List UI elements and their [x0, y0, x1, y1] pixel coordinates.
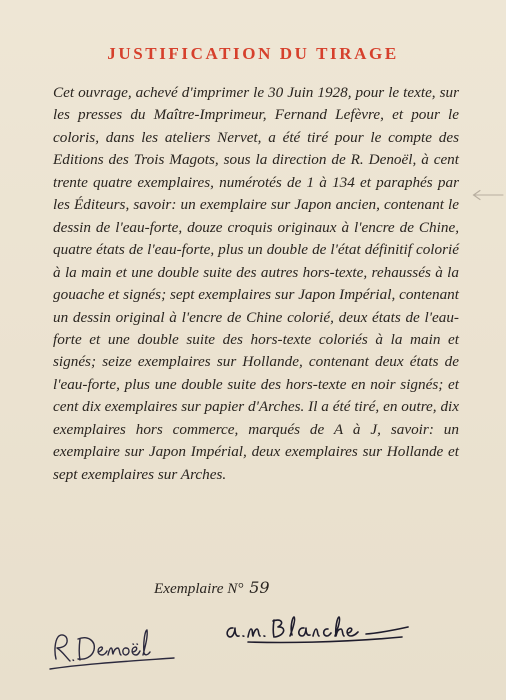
page-title: JUSTIFICATION DU TIRAGE	[107, 44, 399, 63]
blanche-signature	[218, 612, 418, 654]
exemplaire-handwritten-number: 59	[249, 578, 270, 597]
denoel-signature	[42, 615, 182, 673]
exemplaire-label: Exemplaire N°	[154, 580, 244, 597]
exemplaire-number-line	[154, 578, 270, 598]
justification-paragraph: Cet ouvrage, achevé d'imprimer le 30 Juin 1928, pour le texte, sur les presses du Maître-Imprimeur, Fernand Lefèvre, et pour le coloris, dans les ateliers Nervet, a été tiré pour le compte des Editions des Trois Magots, sous la direction de R. Denoël, à cent trente quatre exemplaires, numérotés de 1 à 134 et paraphés par les Éditeurs, savoir: un exemplaire sur Japon ancien, contenant le dessin de l'eau-forte, douze croquis originaux à l'encre de Chine, quatre états de l'eau-forte, plus un double de l'état définitif colorié à la main et une double suite des autres hors-texte, rehaussés à la gouache et signés; sept exemplaires sur Japon Impérial, contenant un dessin original à l'encre de Chine colorié, deux états de l'eau-forte et une double suite des hors-texte coloriés à la main et signés; seize exemplaires sur Hollande, contenant deux états de l'eau-forte, plus une double suite des hors-texte en noir signés; et cent dix exemplaires sur papier d'Arches. Il a été tiré, en outre, dix exemplaires hors commerce, marqués de A à J, savoir: un exemplaire sur Japon Impérial, deux exemplaires sur Hollande et sept exemplaires sur Arches.	[53, 84, 459, 483]
margin-arrow-icon	[470, 188, 504, 202]
